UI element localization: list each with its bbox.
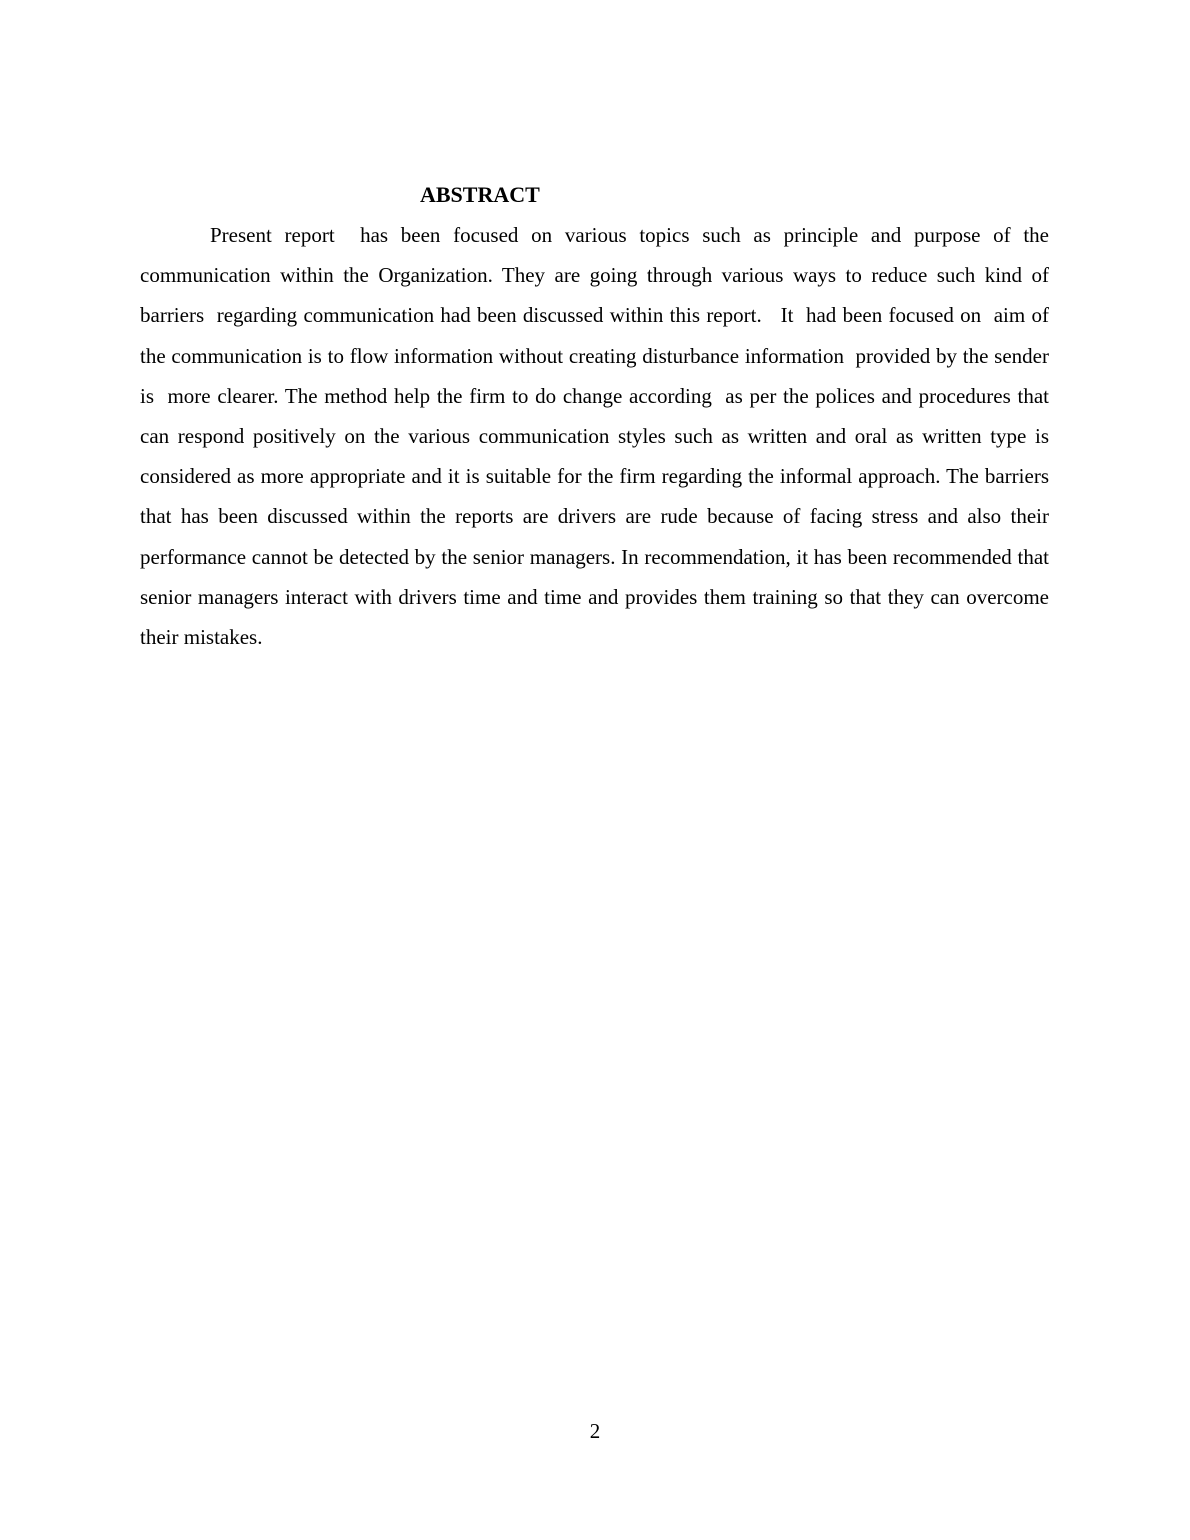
abstract-paragraph: Present report has been focused on various topics such as principle and purpose of the communication within the Organization. They are going through various ways to reduce such kind of barriers regarding communication had been discussed within this report. It had been focused on aim of the communication is to flow information without creating disturbance information provided by the sender is more clearer. The method help the firm to do change according as per the polices and procedures that can respond positively on the various communication styles such as written and oral as written type is considered as more appropriate and it is suitable for the firm regarding the informal approach. The barriers that has been discussed within the reports are drivers are rude because of facing stress and also their performance cannot be detected by the senior managers. In recommendation, it has been recommended that senior managers interact with drivers time and time and provides them training so that they can overcome their mistakes. [140, 223, 1055, 650]
abstract-heading: ABSTRACT [420, 182, 540, 207]
page-number: 2 [589, 1419, 601, 1443]
